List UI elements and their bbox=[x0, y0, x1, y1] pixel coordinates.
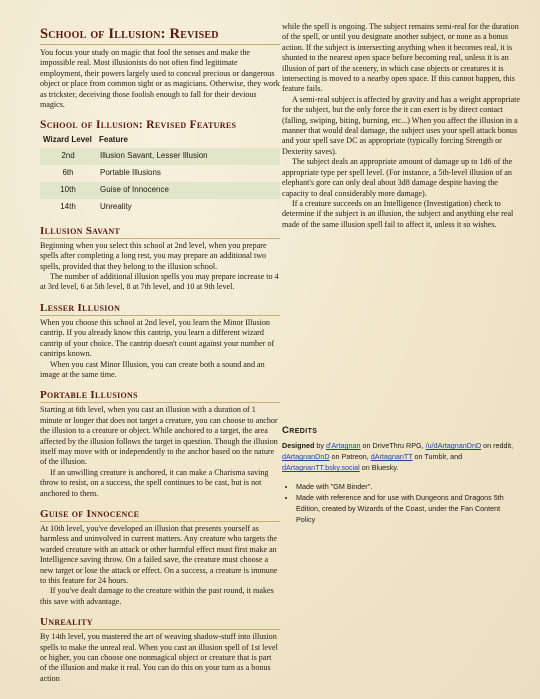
reddit-link[interactable]: /u/dArtagnanDnD bbox=[425, 441, 482, 450]
portable-illusions-p1: Starting at 6th level, when you cast an illusion with a duration of 1 minute or longer that does not target a creature, you can choose to anchor the illusion to a creature or object. While anchored to a target, the area affected by the illusion follows the target in question. Though the illusion itself may move with or independently to the anchor based on the nature of the illusion. bbox=[40, 405, 278, 467]
section-heading-illusion-savant: Illusion Savant bbox=[40, 225, 280, 239]
patreon-link[interactable]: dArtagnanDnD bbox=[282, 452, 330, 461]
table-row bbox=[40, 165, 280, 182]
section-heading-guise-of-innocence: Guise of Innocence bbox=[40, 508, 280, 522]
section-heading-portable-illusions: Portable Illusions bbox=[40, 389, 280, 403]
portable-illusions-p2: If an unwilling creature is anchored, it can make a Charisma saving throw to resist, on a success, the spell continues to be cast, but is not anchored to them. bbox=[40, 467, 269, 498]
guise-of-innocence-p1: At 10th level, you've developed an illusion that presents yourself as harmless and uninvolved in current matters. Any creature who targets the warded creature with an attack or other harmful effect must first make an Intelligence saving throw. On a failed save, the creature must choose a new target or lose the attack or effect. On a success, a creature is immune to this feature for 24 hours. bbox=[40, 523, 278, 585]
credits-reddit: on reddit, bbox=[481, 441, 514, 450]
credits-heading: Credits bbox=[282, 425, 318, 436]
features-table-header bbox=[40, 134, 280, 147]
author-link[interactable]: d'Artagnan bbox=[325, 441, 361, 450]
section-heading-lesser-illusion: Lesser Illusion bbox=[40, 302, 280, 316]
lesser-illusion-p1: When you choose this school at 2nd level, you learn the Minor Illusion cantrip. If you already know this cantrip, you learn a different wizard cantrip of your choice. The cantrip doesn't count against your number of cantrips known. bbox=[40, 317, 275, 359]
credits-drivethru: on DriveThru RPG, bbox=[360, 441, 426, 450]
designed-label: Designed bbox=[282, 441, 315, 450]
table-cell-level: 14th bbox=[60, 202, 76, 212]
table-cell-feature: Portable Illusions bbox=[100, 168, 161, 178]
unreality-p4: If a creature succeeds on an Intelligence (Investigation) check to determine if the subject is an illusion, the subject and anything else real made of the same illusion spell fail to affect it, unless it so wishes. bbox=[282, 198, 514, 229]
list-item: • Made with reference and for use with Dungeons and Dragons 5th Edition, created by Wizards of the Coast, under the Fan Content Policy bbox=[296, 492, 514, 525]
credits-text bbox=[282, 440, 514, 473]
right-column bbox=[282, 22, 522, 230]
unreality-p3: The subject deals an appropriate amount of damage up to 1d6 of the appropriate type per spell level. (For instance, a 5th-level illusion of an elephant's gore can only deal about 3d8 damage despite having the capacity to deal considerably more damage). bbox=[282, 157, 513, 198]
bluesky-link[interactable]: dArtagnanTT.bsky.social bbox=[282, 463, 360, 472]
table-row bbox=[40, 148, 280, 165]
credits-bluesky: on Bluesky. bbox=[359, 463, 399, 472]
credits-tumblr: on Tumblr, and bbox=[412, 452, 463, 461]
page-title: School of Illusion: Revised bbox=[40, 26, 280, 45]
intro-paragraph: You focus your study on magic that fool the senses and make the impossible real. Most illusionists do not often find legitimate employment, their powers largely used to conceal precious or dangerous object or place from common sight or as magicians. Otherwise, they work as trickster, deceiving those foolish enough to fall for their devious magics. bbox=[40, 48, 280, 110]
unreality-p1-continued: while the spell is ongoing. The subject remains semi-real for the duration of the spell, or until you designate another subject, or none as a bonus action. If the subject is intersecting anything when it becomes real, it is shunted to the nearest open space before becoming real, unless it is an illusion of part of the scenery, in which case objects or creatures it is intersecting is moved to a nearby open space. If this cannot happen, this feature fails. bbox=[282, 22, 519, 94]
table-row bbox=[40, 182, 280, 199]
unreality-p2: A semi-real subject is affected by gravity and has a weight appropriate for the subject, but the only force the it can exert is by direct contact (falling, swiping, biting, burning, etc...) When you affect the illusion in a manner that would deal damage, the subject uses your spell attack bonus and your spell save DC as appropriate (typically forcing Strength or Dexterity saves). bbox=[282, 94, 520, 156]
unreality-p1: By 14th level, you mastered the art of weaving shadow-stuff into illusion spells to make the unreal real. When you cast an illusion spell of 1st level or higher, you can choose one nonmagical object or creature that is part of the illusion and make it real. You can do this on your turn as a bonus action bbox=[40, 632, 278, 683]
list-item: • Made with "GM Binder". bbox=[296, 481, 514, 492]
credits-by: by bbox=[314, 441, 326, 450]
illusion-savant-p2: The number of additional illusion spells you may prepare increase to 4 at 3rd level, 6 at 5th level, 8 at 7th level, and 10 at 9th level. bbox=[40, 272, 279, 292]
lesser-illusion-p2: When you cast Minor Illusion, you can create both a sound and an image at the same time. bbox=[40, 359, 265, 379]
table-cell-level: 10th bbox=[40, 182, 96, 199]
table-cell-feature: Illusion Savant, Lesser Illusion bbox=[96, 148, 280, 165]
table-row bbox=[40, 199, 280, 216]
credits-block bbox=[282, 425, 514, 525]
left-column bbox=[40, 26, 280, 684]
table-cell-level: 2nd bbox=[40, 148, 96, 165]
table-cell-level: 6th bbox=[62, 168, 74, 178]
credits-patreon: on Patreon, bbox=[329, 452, 371, 461]
section-heading-unreality: Unreality bbox=[40, 616, 280, 630]
illusion-savant-p1: Beginning when you select this school at 2nd level, when you prepare spells after completing a long rest, you may prepare an additional two spells, provided that they belong to the illusion school. bbox=[40, 240, 267, 271]
tumblr-link[interactable]: dArtagnanTT bbox=[370, 452, 413, 461]
credits-list bbox=[282, 481, 514, 525]
col-header-level: Wizard Level bbox=[43, 135, 92, 145]
col-header-feature: Feature bbox=[99, 135, 128, 145]
table-cell-feature: Unreality bbox=[100, 202, 132, 212]
guise-of-innocence-p2: If you've dealt damage to the creature within the past round, it makes this save with advantage. bbox=[40, 586, 274, 606]
table-cell-feature: Guise of Innocence bbox=[96, 182, 280, 199]
features-heading: School of Illusion: Revised Features bbox=[40, 119, 237, 132]
features-table bbox=[40, 134, 280, 215]
